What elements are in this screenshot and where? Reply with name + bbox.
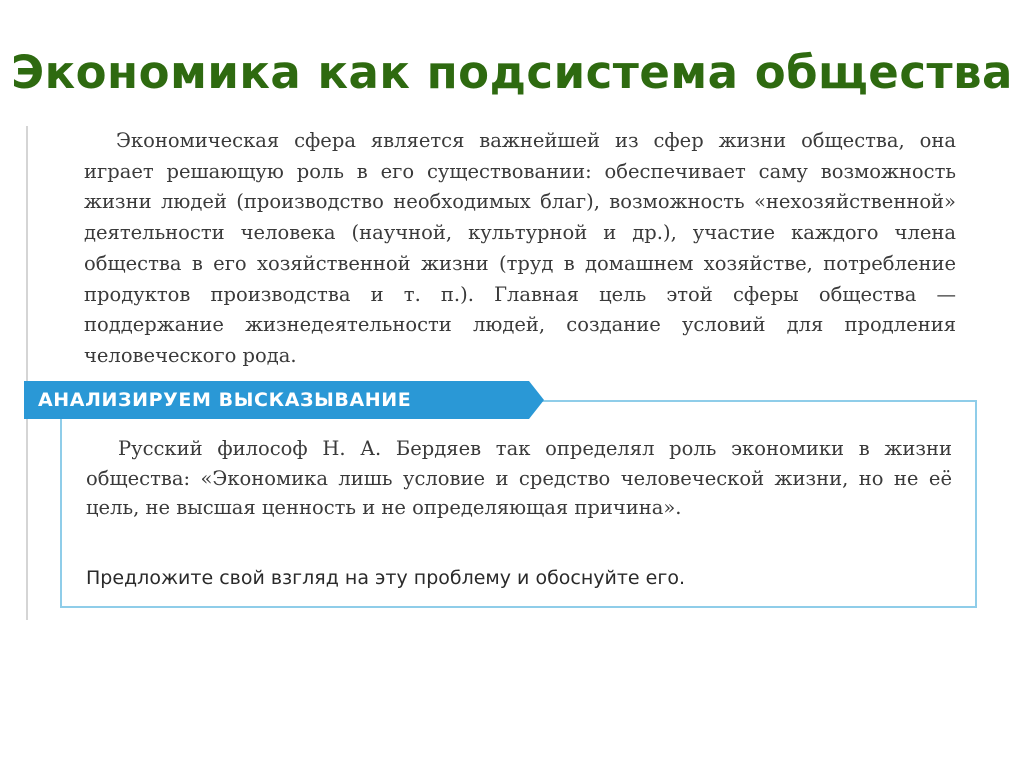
quote-paragraph: Русский философ Н. А. Бердяев так определял роль экономики в жизни общества: «Экономика лишь условие и средство человеческой жизни, но не её цель, не высшая ценность и не определяющая причина». [86,437,952,519]
banner-label: АНАЛИЗИРУЕМ ВЫСКАЗЫВАНИЕ [38,389,412,411]
task-prompt: Предложите свой взгляд на эту проблему и обоснуйте его. [86,567,686,589]
slide-title: Экономика как подсистема общества [11,46,1013,99]
main-paragraph: Экономическая сфера является важнейшей из сфер жизни общества, она играет решающую роль в его существовании: обеспечивает саму возможность жизни людей (производство необходимых благ), возможность «нехозяйственной» деятельности человека (научной, культурной и др.), участие каждого члена общества в его хозяйственной жизни (труд в домашнем хозяйстве, потребление продуктов производства и т. п.). Главная цель этой сферы общества — поддержание жизнедеятельности людей, создание условий для продления человеческого рода. [84,129,956,367]
section-banner [24,381,544,419]
scan-edge-line [26,126,28,620]
